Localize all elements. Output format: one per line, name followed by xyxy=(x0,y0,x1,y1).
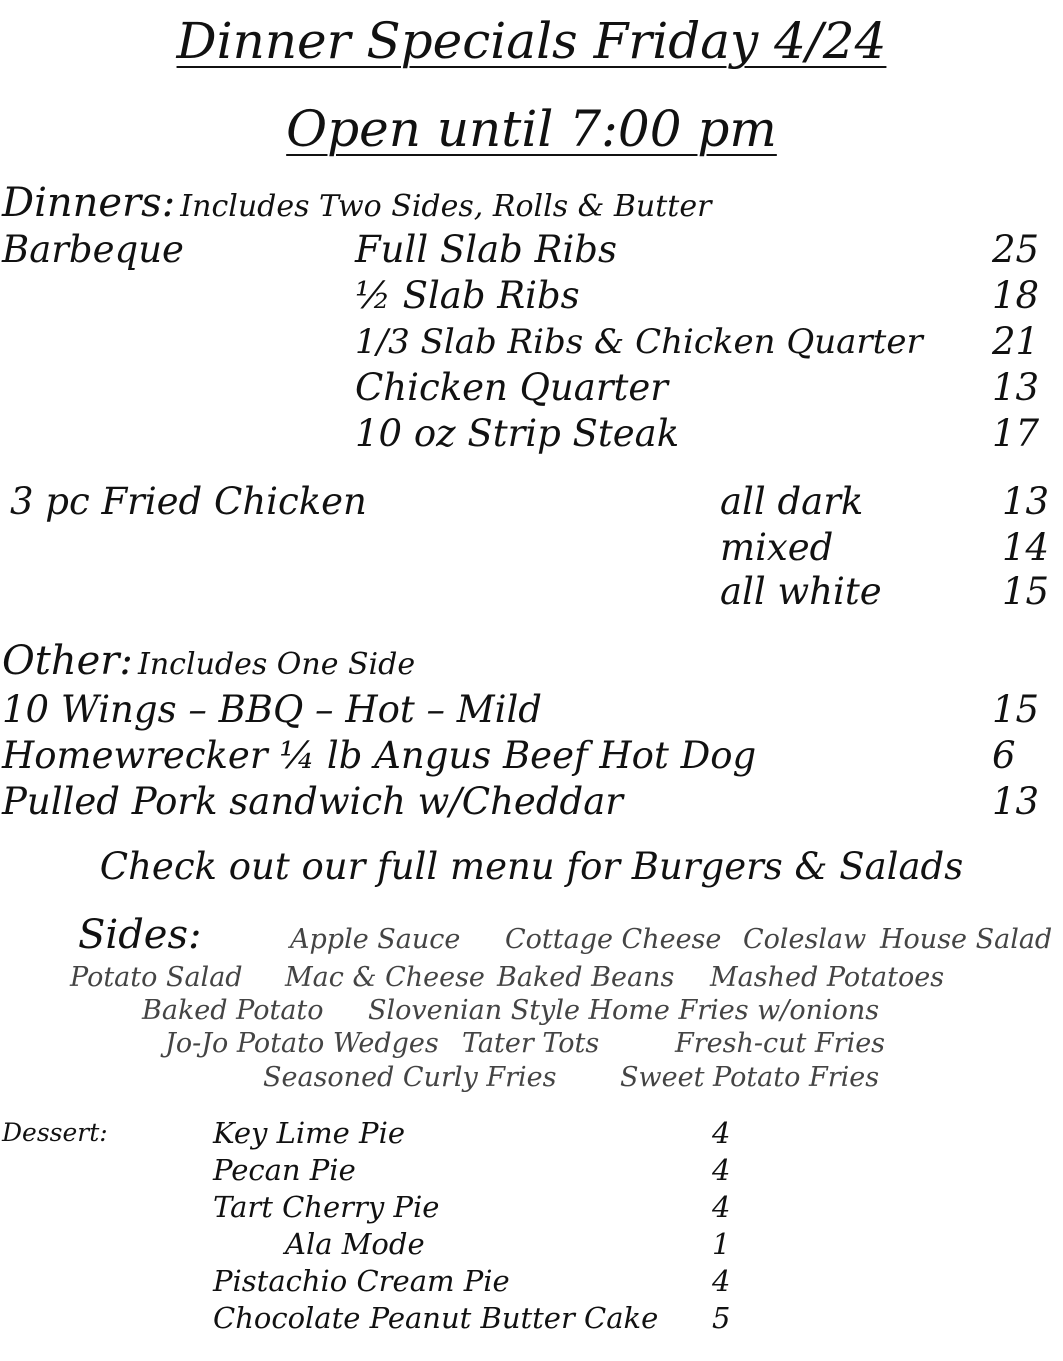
menu-item-name: Full Slab Ribs xyxy=(355,228,617,271)
fried-chicken-label: 3 pc Fried Chicken xyxy=(10,480,367,523)
side-item: Cottage Cheese xyxy=(505,924,722,955)
dessert-item-price: 1 xyxy=(712,1227,731,1261)
dinners-header xyxy=(2,180,711,226)
dessert-item-name: Tart Cherry Pie xyxy=(213,1190,440,1224)
side-item: Tater Tots xyxy=(462,1028,600,1059)
menu-item-name: 10 Wings – BBQ – Hot – Mild xyxy=(2,688,542,731)
dessert-item-price: 4 xyxy=(712,1190,731,1224)
menu-item-name: ½ Slab Ribs xyxy=(355,274,580,317)
menu-item-name: Pulled Pork sandwich w/Cheddar xyxy=(2,780,623,823)
menu-item-name: Homewrecker ¼ lb Angus Beef Hot Dog xyxy=(2,734,757,777)
other-header xyxy=(2,638,415,684)
menu-item-price: 15 xyxy=(992,688,1040,731)
side-item: Mac & Cheese xyxy=(285,962,485,993)
other-heading: Other: xyxy=(2,638,133,684)
menu-item-price: 17 xyxy=(992,412,1040,455)
dessert-item-name: Chocolate Peanut Butter Cake xyxy=(213,1301,659,1335)
menu-item-price: 13 xyxy=(992,366,1040,409)
dessert-item-price: 4 xyxy=(712,1116,731,1150)
sides-heading: Sides: xyxy=(78,912,202,958)
dessert-item-name: Ala Mode xyxy=(285,1227,425,1261)
menu-item-price: 6 xyxy=(992,734,1016,777)
fried-option-price: 15 xyxy=(1002,570,1050,613)
side-item: Seasoned Curly Fries xyxy=(263,1062,557,1093)
fried-option-name: all dark xyxy=(720,480,864,523)
fried-option-name: mixed xyxy=(720,526,834,569)
dessert-item-price: 4 xyxy=(712,1153,731,1187)
side-item: Sweet Potato Fries xyxy=(620,1062,880,1093)
menu-item-name: 1/3 Slab Ribs & Chicken Quarter xyxy=(355,322,923,362)
menu-item-price: 13 xyxy=(992,780,1040,823)
side-item: Jo-Jo Potato Wedges xyxy=(165,1028,439,1059)
menu-item-name: Chicken Quarter xyxy=(355,366,668,409)
page-title: Dinner Specials Friday 4/24 xyxy=(176,12,887,70)
fried-option-name: all white xyxy=(720,570,882,613)
dessert-item-name: Pecan Pie xyxy=(213,1153,356,1187)
menu-item-price: 18 xyxy=(992,274,1040,317)
menu-item-price: 25 xyxy=(992,228,1040,271)
promo-text: Check out our full menu for Burgers & Salads xyxy=(99,845,964,888)
side-item: Apple Sauce xyxy=(290,924,461,955)
side-item: Fresh-cut Fries xyxy=(675,1028,886,1059)
dessert-item-price: 5 xyxy=(712,1301,731,1335)
dessert-heading: Dessert: xyxy=(2,1118,108,1147)
other-note: Includes One Side xyxy=(138,647,416,682)
dinners-heading: Dinners: xyxy=(2,180,176,226)
barbeque-label: Barbeque xyxy=(2,228,184,271)
menu-item-price: 21 xyxy=(992,320,1040,363)
menu-item-name: 10 oz Strip Steak xyxy=(355,412,680,455)
dinners-note: Includes Two Sides, Rolls & Butter xyxy=(180,189,712,224)
dessert-item-name: Pistachio Cream Pie xyxy=(213,1264,510,1298)
fried-option-price: 14 xyxy=(1002,526,1050,569)
side-item: Slovenian Style Home Fries w/onions xyxy=(368,995,880,1026)
side-item: Potato Salad xyxy=(70,962,243,993)
hours-subtitle: Open until 7:00 pm xyxy=(286,100,777,158)
side-item: Baked Beans xyxy=(497,962,675,993)
dessert-item-price: 4 xyxy=(712,1264,731,1298)
side-item: House Salad xyxy=(880,924,1053,955)
side-item: Baked Potato xyxy=(142,995,324,1026)
side-item: Coleslaw xyxy=(743,924,867,955)
dessert-item-name: Key Lime Pie xyxy=(213,1116,406,1150)
side-item: Mashed Potatoes xyxy=(710,962,945,993)
fried-option-price: 13 xyxy=(1002,480,1050,523)
